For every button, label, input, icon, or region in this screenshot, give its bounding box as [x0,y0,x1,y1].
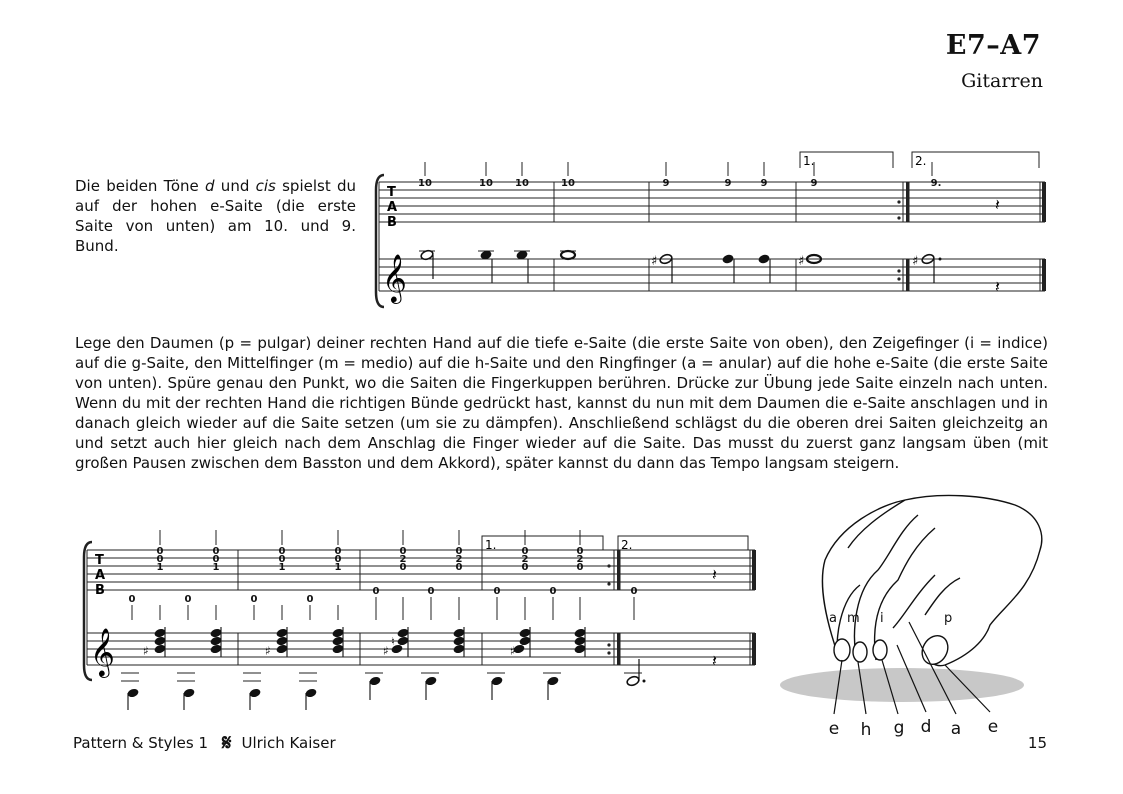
fret-number: 10 [479,178,493,189]
fret-number: 1 [334,562,342,573]
fret-number: 0 [128,594,136,605]
finger-label-p: p [944,611,953,626]
tab-letter-a: A [95,568,106,583]
intro-text-3: spielst du auf der hohen e-Saite (die erste Saite von unten) am 10. und 9. Bund. [75,177,356,255]
fret-number: 0 [455,546,463,557]
fret-number: 0 [399,546,407,557]
volta-1-label: 1. [803,154,815,168]
fret-number: 0 [184,594,192,605]
fret-number: 2 [455,554,463,565]
fret-number: 0 [278,546,286,557]
hand-drawing [822,495,1041,669]
string-label-h: h [860,720,872,740]
svg-text:♯: ♯ [265,644,271,658]
finger-label-a: a [829,611,837,626]
fret-number: 0 [493,586,501,597]
string-label-e-low: e [987,717,999,737]
tab-letter-b: B [95,583,105,598]
fret-number: 0 [427,586,435,597]
segno-logo-icon: 𝄋 [222,730,232,756]
fret-number: 9 [760,178,768,189]
tab-letter-t: T [387,185,396,200]
fret-number: 2 [521,554,529,565]
fret-number: 0 [306,594,314,605]
fret-number: 0 [576,562,584,573]
fret-number: 0 [455,562,463,573]
fret-number: 2 [399,554,407,565]
fret-number: 1 [278,562,286,573]
finger-label-i: i [880,611,884,626]
intro-note-d: d [205,177,215,195]
tab-letter-t: T [95,553,104,568]
fret-number: 10 [561,178,575,189]
fret-number: 0 [399,562,407,573]
page-subtitle: Gitarren [961,70,1043,92]
string-label-d: d [920,717,932,737]
quarter-rest-icon: 𝄽 [995,195,1000,214]
svg-text:♯: ♯ [510,644,516,658]
fret-number: 0 [576,546,584,557]
sharp-icon: ♯ [651,254,658,269]
quarter-rest-icon: 𝄽 [712,565,717,584]
fret-number: 0 [521,562,529,573]
fret-number: 0 [156,546,164,557]
fret-number: 0 [156,554,164,565]
fret-number: 10 [515,178,529,189]
fret-number: 0 [212,546,220,557]
fret-number: 0 [334,546,342,557]
book-title: Pattern & Styles 1 [73,734,208,752]
quarter-rest-icon: 𝄽 [995,277,1000,296]
svg-text:♯: ♯ [143,644,149,658]
fret-number: 0 [334,554,342,565]
fret-number: 0 [549,586,557,597]
instruction-paragraph: Lege den Daumen (p = pulgar) deiner rechten Hand auf die tiefe e-Saite (die erste Saite von oben), den Zeigefinger (i = indice) auf die g-Saite, den Mittelfinger (m = medio) auf die h-Saite und den Ringfinger (a = anular) auf die hohe e-Saite (die erste Saite von unten). Spüre genau den Punkt, wo die Saiten die Fingerkuppen berühren. Drücke zur Übung jede Saite einzeln nach unten. Wenn du mit der rechten Hand die richtigen Bünde gedrückt hast, kannst du nun mit dem Daumen die e-Saite anschlagen und in danach gleich wieder auf die Saite setzen (um sie zu dämpfen). Anschließend schlägst du die oberen drei Saiten gleichzeitg an und setzt auch hier gleich nach dem Anschlag die Finger wieder auf die Saite. Das musst du zuerst ganz langsam üben (mit großen Pausen zwischen dem Basston und dem Akkord), später kannst du dann das Tempo langsam steigern. [75,334,1048,472]
fret-number: 9 [724,178,732,189]
volta-1-label: 1. [485,538,497,552]
volta-2-label: 2. [915,154,927,168]
fret-number: 1 [156,562,164,573]
fret-number: 0 [521,546,529,557]
volta-2-label: 2. [621,538,633,552]
treble-clef-icon: 𝄞 [90,627,115,676]
fret-number: 1 [212,562,220,573]
fret-number: 2 [576,554,584,565]
fret-number: 0 [250,594,258,605]
finger-label-m: m [847,611,860,626]
tab-letter-a: A [387,200,398,215]
fret-number: 9. [930,178,942,189]
svg-text:♮: ♮ [391,635,395,648]
fret-number: 10 [418,178,432,189]
intro-text-1: Die beiden Töne [75,177,206,195]
string-label-g: g [893,718,905,738]
quarter-rest-icon: 𝄽 [712,651,717,670]
fret-number: 0 [372,586,380,597]
fret-number: 0 [630,586,638,597]
sharp-icon: ♯ [798,254,805,269]
soundhole-shadow [780,668,1024,702]
page-title: E7–A7 [945,30,1041,61]
intro-text-2: und [214,177,256,195]
treble-clef-icon: 𝄞 [382,253,407,302]
fret-number: 9 [810,178,818,189]
svg-text:♯: ♯ [383,644,389,658]
string-label-a: a [950,719,962,739]
page-number: 15 [1027,734,1047,752]
intro-note-cis: cis [255,177,276,195]
sharp-icon: ♯ [912,254,919,269]
footer [73,730,336,756]
string-label-e-high: e [828,719,840,739]
fret-number: 9 [662,178,670,189]
fret-number: 0 [278,554,286,565]
fret-number: 0 [212,554,220,565]
author-name: Ulrich Kaiser [241,734,336,752]
tab-letter-b: B [387,215,397,230]
